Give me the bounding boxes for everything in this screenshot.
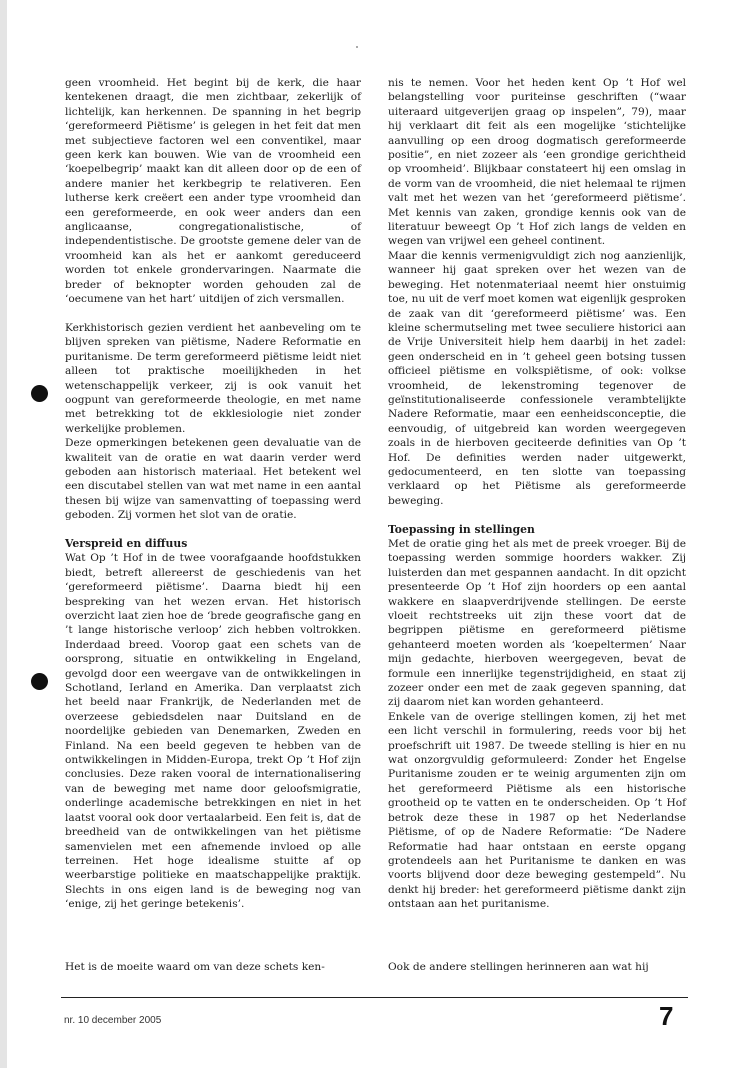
- section-heading: Toepassing in stellingen: [388, 522, 535, 536]
- footer-rule: [61, 997, 688, 998]
- page-number: 7: [659, 1001, 674, 1031]
- paragraph: Het is de moeite waard om van deze schets ken-: [65, 961, 325, 973]
- issue-label: nr. 10 december 2005: [64, 1015, 162, 1026]
- paper-speck: [356, 46, 358, 48]
- binder-hole-top: [31, 385, 48, 402]
- paragraph: geen vroomheid. Het begint bij de kerk, die haar kentekenen draagt, die men zichtbaar, zekerlijk of lichtelijk, kan herkennen. De spanning in het begrip ‘gereformeerd Piëtisme’ is gelegen in het feit dat men met subjectieve factoren wel een conventikel, maar geen kerk kan bouwen. Wie van de vroomheid een ‘koepelbegrip’ maakt kan dit alleen door op de een of andere manier het kerkbegrip te relativeren. Een lutherse kerk creëert een ander type vroomheid dan een gereformeerde, en ook weer anders dan een anglicaanse, congregationalistische, of independentistische. De grootste gemene deler van de vroomheid kan als het er aankomt gereduceerd worden tot enkele grondervaringen. Naarmate die breder of beknopter worden gehouden zal de ‘oecumene van het hart’ uitdijen of zich versmallen.: [65, 77, 361, 306]
- paragraph: Wat Op ’t Hof in de twee voorafgaande hoofdstukken biedt, betreft allereerst de geschiedenis van het ‘gereformeerd piëtisme’. Daarna biedt hij een bespreking van het wezen ervan. Het historisch overzicht laat zien hoe de ‘brede geografische gang en ’t lange historische verloop’ zich hebben voltrokken. Inderdaad breed. Voorop gaat een schets van de oorsprong, situatie en ontwikkeling in Engeland, gevolgd door een weergave van de ontwikkelingen in Schotland, Ierland en Amerika. Dan verplaatst zich het beeld naar Frankrijk, de Nederlanden met de overzeese gebiedsdelen naar Duitsland en de noordelijke gebieden van Denemarken, Zweden en Finland. Na een beeld gegeven te hebben van de ontwikkelingen in Midden-Europa, trekt Op ’t Hof zijn conclusies. Deze raken vooral de internationalisering van de beweging met name door geloofsmigratie, onderlinge academische betrekkingen en niet in het laatst vooral ook door vertaalarbeid. Een feit is, dat de breedheid van de ontwikkelingen van het piëtisme samenvielen met een afnemende invloed op alle terreinen. Het hoge idealisme stuitte af op weerbarstige politieke en maatschappelijke praktijk. Slechts in ons eigen land is de beweging nog van ‘enige, zij het geringe betekenis’.: [65, 552, 361, 911]
- paragraph: Ook de andere stellingen herinneren aan wat hij: [388, 961, 649, 973]
- paragraph: Deze opmerkingen betekenen geen devaluatie van de kwaliteit van de oratie en wat daarin verder werd geboden aan historisch materiaal. Het betekent wel een discutabel stellen van wat met name in een aantal thesen bij wijze van samenvatting of toepassing werd geboden. Zij vormen het slot van de oratie.: [65, 437, 361, 522]
- right-column: [388, 76, 686, 973]
- paragraph: Kerkhistorisch gezien verdient het aanbeveling om te blijven spreken van piëtisme, Nadere Reformatie en puritanisme. De term gereformeerd piëtisme leidt niet alleen tot praktische moeilijkheden in het wetenschappelijk verkeer, zij is ook vanuit het oogpunt van gereformeerde theologie, en met name met betrekking tot de ekklesiologie niet zonder werkelijke problemen.: [65, 321, 361, 435]
- binder-hole-bottom: [31, 673, 48, 690]
- page-edge: [0, 0, 7, 1068]
- left-column: [65, 76, 361, 973]
- section-heading: Verspreid en diffuus: [65, 536, 188, 550]
- paragraph: Met de oratie ging het als met de preek vroeger. Bij de toepassing werden sommige hoorders wakker. Zij luisterden dan met gespannen aandacht. In dit opzicht presenteerde Op ’t Hof zijn hoorders op een aantal wakkere en slaapverdrijvende stellingen. De eerste vloeit rechtstreeks uit zijn these voort dat de begrippen piëtisme en gereformeerd piëtisme gehanteerd moeten worden als ‘koepeltermen’ Naar mijn gedachte, hierboven weergegeven, bevat de formule een innerlijke tegenstrijdigheid, en staat zij zozeer onder een met de zaak gegeven spanning, dat zij daarom niet kan worden gehanteerd.: [388, 537, 686, 709]
- paragraph: Enkele van de overige stellingen komen, zij het met een licht verschil in formulering, reeds voor bij het proefschrift uit 1987. De tweede stelling is hier en nu wat onzorgvuldig geformuleerd: Zonder het Engelse Puritanisme zouden er te weinig argumenten zijn om het gereformeerd Piëtisme als een historische grootheid op te vatten en te onderscheiden. Op ’t Hof betrok deze these in 1987 op het Nederlandse Piëtisme, of op de Nadere Reformatie: “De Nadere Reformatie had haar ontstaan en eerste opgang grotendeels aan het Puritanisme te danken en was voorts blijvend door deze beweging gestempeld”. Nu denkt hij breder: het gereformeerd piëtisme dankt zijn ontstaan aan het puritanisme.: [388, 710, 686, 911]
- paragraph: nis te nemen. Voor het heden kent Op ’t Hof wel belangstelling voor puriteinse geschriften (“waar uiteraard uitgeverijen graag op inspelen”, 79), maar hij verklaart dit feit als een mogelijke ‘stichtelijke aanvulling op een droog dogmatisch gereformeerde positie”, en niet zozeer als ‘een grondige gerichtheid op vroomheid’. Blijkbaar constateert hij een omslag in de vorm van de vroomheid, die niet helemaal te rijmen valt met het wezen van het ‘gereformeerd piëtisme’. Met kennis van zaken, grondige kennis ook van de literatuur beweegt Op ’t Hof zich langs de velden en wegen van vrijwel een geheel continent.: [388, 77, 686, 248]
- paragraph: Maar die kennis vermenigvuldigt zich nog aanzienlijk, wanneer hij gaat spreken over het wezen van de beweging. Het notenmateriaal neemt hier onstuimig toe, nu uit de verf moet komen wat eigenlijk gesproken de zaak van dit ‘gereformeerd piëtisme’ was. Een kleine schermutseling met twee seculiere historici aan de Vrije Universiteit hielp hem daarbij in het zadel: geen onderscheid en in ’t geheel geen botsing tussen officieel piëtisme en volkspiëtisme, of ook: volkse vroomheid, de lekenstroming tegenover de geïnstitutionaliseerde confessionele verambtelijkte Nadere Reformatie, maar een eenheidsconceptie, die eenvoudig, of uitgebreid kan worden weergegeven zoals in de hierboven geciteerde definities van Op ’t Hof. De definities werden nader uitgewerkt, gedocumenteerd, en ten slotte van toepassing verklaard op het Piëtisme als gereformeerde beweging.: [388, 249, 686, 507]
